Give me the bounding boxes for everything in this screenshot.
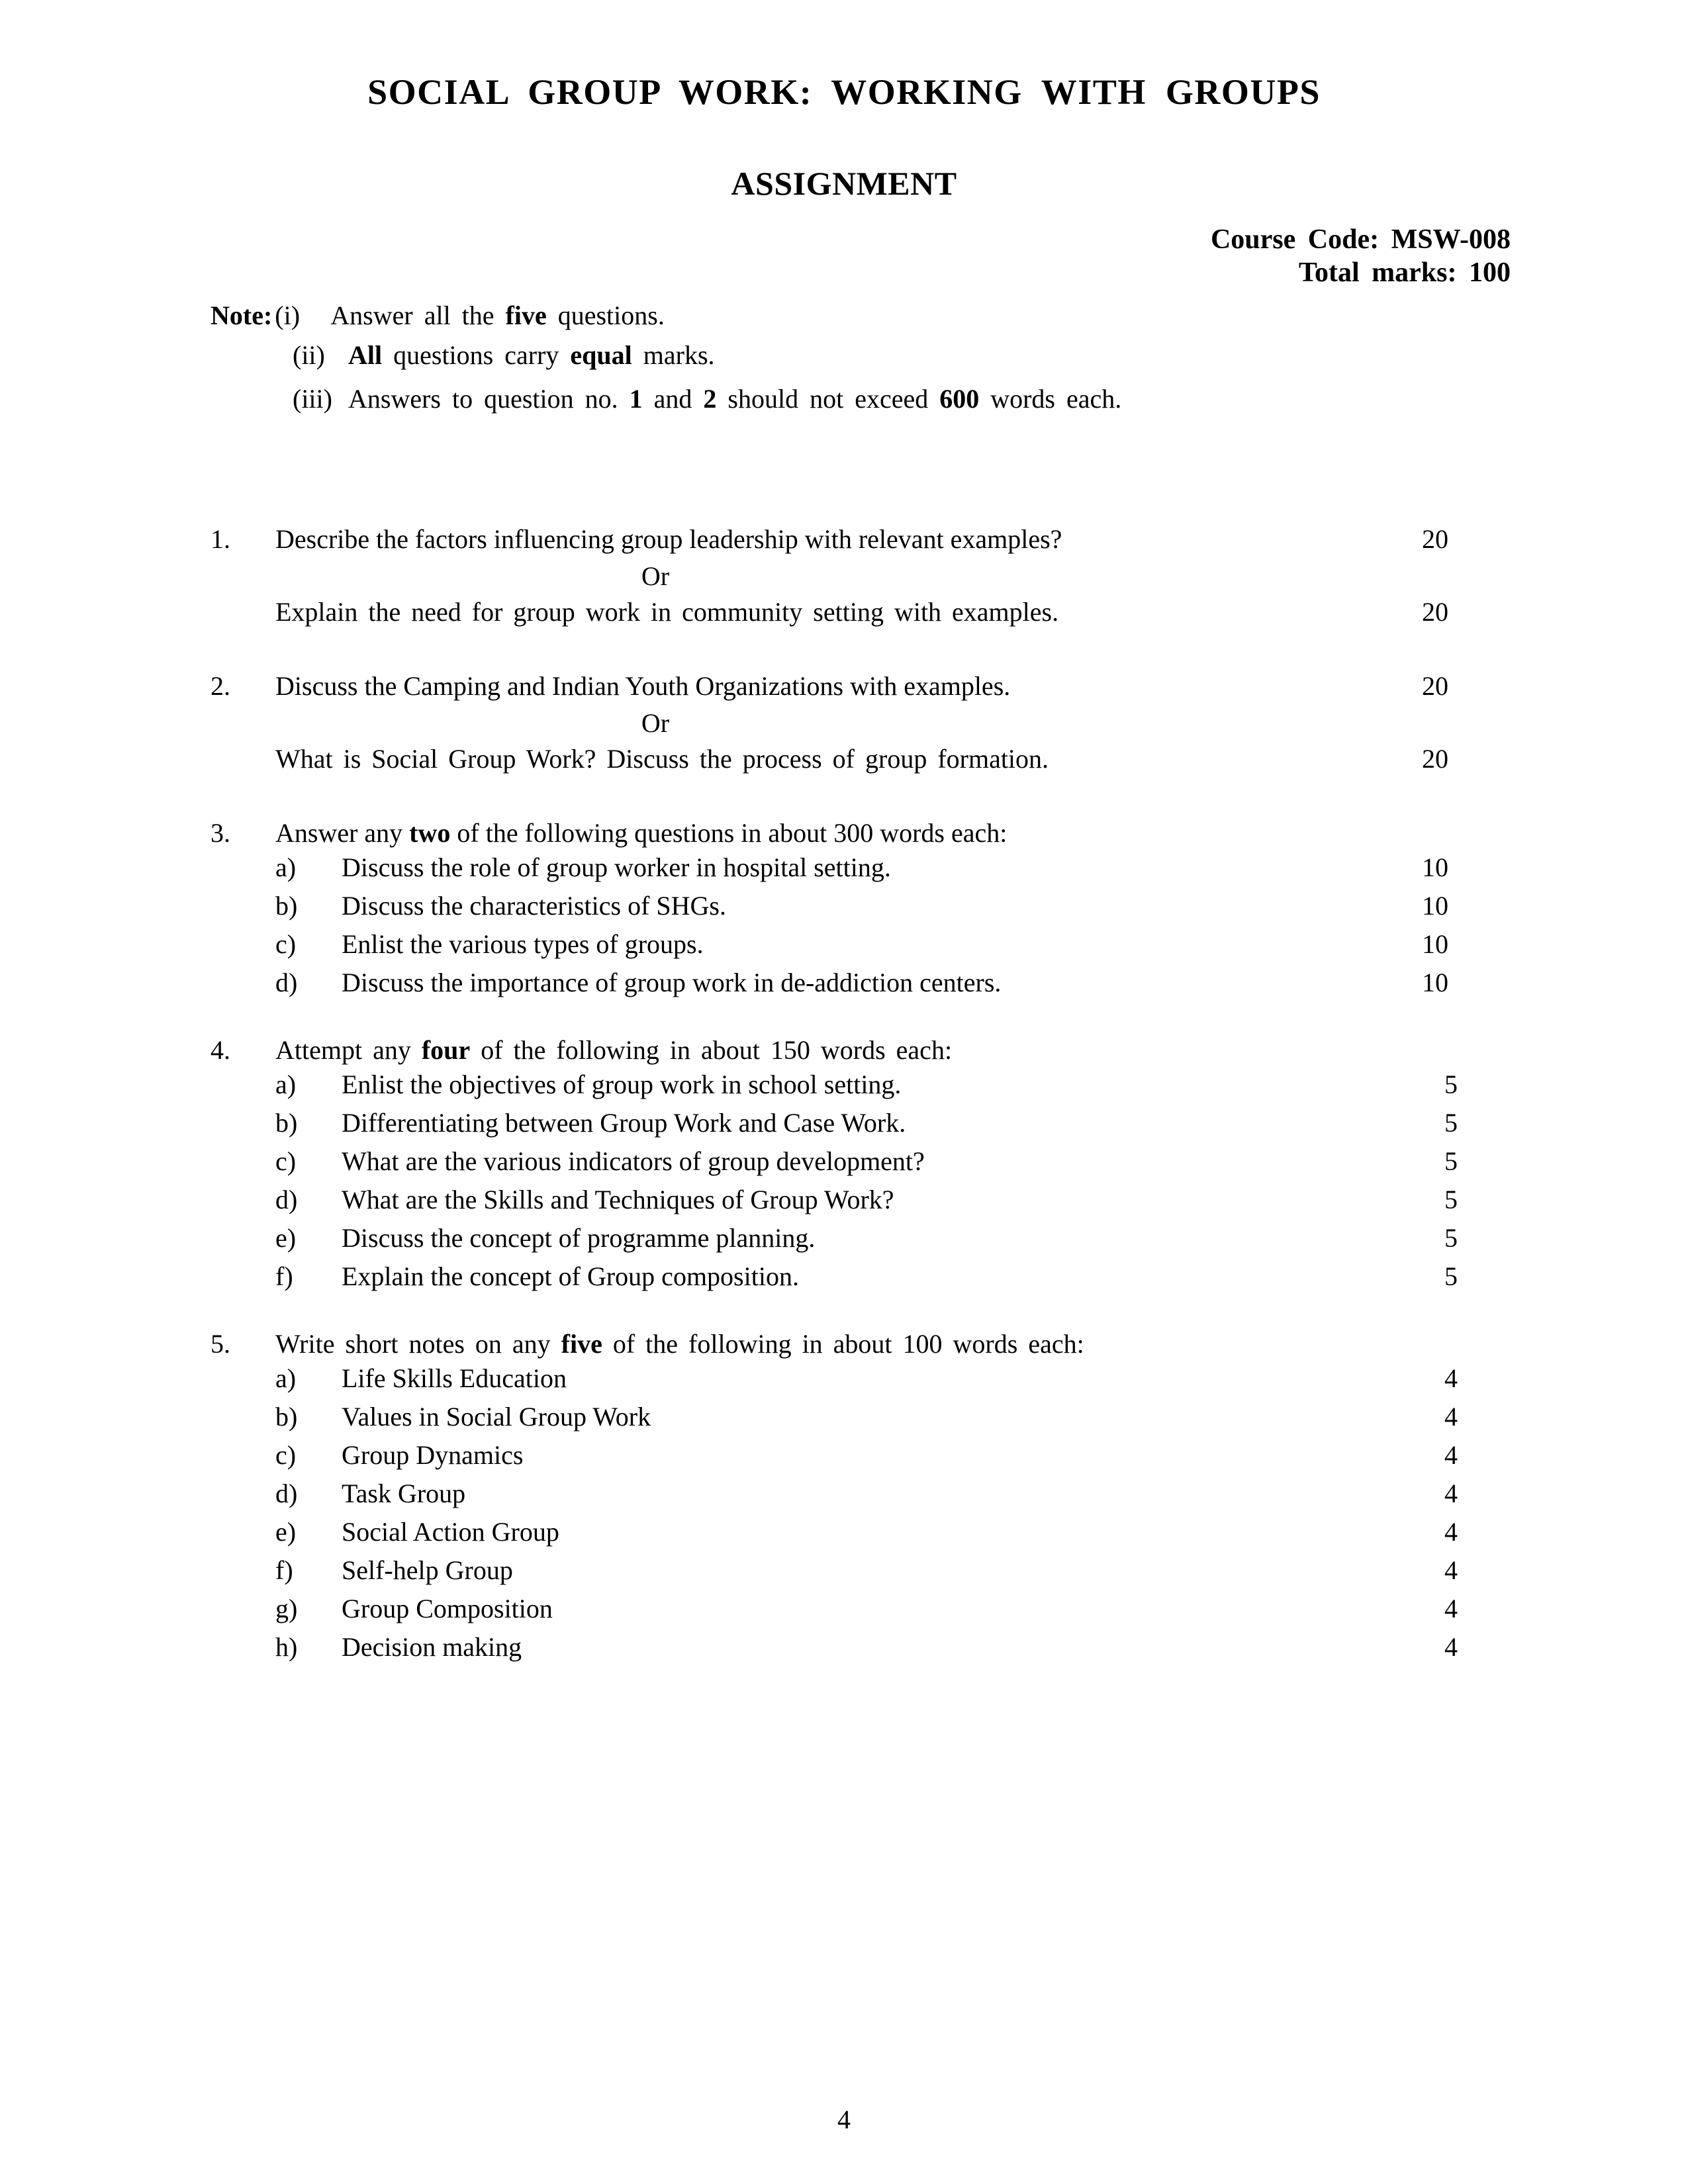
- question-3-sub-b-marks: 10: [1422, 891, 1448, 921]
- question-4-sub-c-text: What are the various indicators of group development?: [342, 1146, 925, 1176]
- question-5-sub-d-marks: 4: [1444, 1479, 1458, 1508]
- note-item-ii: [293, 342, 1495, 369]
- question-4-subitems: [211, 1071, 1495, 1290]
- question-3-sub-a-letter: a): [275, 852, 297, 882]
- list-item: [211, 893, 1495, 919]
- question-2-text: Discuss the Camping and Indian Youth Organizations with examples.: [275, 671, 1011, 701]
- page-number: 4: [837, 2105, 851, 2134]
- question-5-sub-e-text: Social Action Group: [342, 1517, 559, 1547]
- list-item: [211, 1480, 1495, 1507]
- question-4-sub-e-marks: 5: [1444, 1223, 1458, 1253]
- list-item: [211, 1263, 1495, 1290]
- question-3-sub-a-text: Discuss the role of group worker in hospital setting.: [342, 852, 891, 882]
- question-2-alt-text: What is Social Group Work? Discuss the process of group formation.: [275, 744, 1049, 774]
- question-3-sub-c-text: Enlist the various types of groups.: [342, 929, 704, 959]
- question-5-sub-g-text: Group Composition: [342, 1594, 553, 1623]
- question-4-sub-a-marks: 5: [1444, 1069, 1458, 1099]
- question-1-alt-marks: 20: [1422, 597, 1448, 627]
- spacer: [211, 1290, 1495, 1331]
- list-item: [211, 1148, 1495, 1175]
- question-1-marks: 20: [1422, 524, 1448, 554]
- note-number-iii: (iii): [293, 384, 332, 414]
- question-5-sub-g-letter: g): [275, 1594, 298, 1623]
- question-2: [211, 673, 1495, 772]
- question-3-sub-d-letter: d): [275, 968, 298, 997]
- question-4-sub-f-marks: 5: [1444, 1261, 1458, 1291]
- question-5-sub-f-letter: f): [275, 1555, 293, 1585]
- question-1-or-separator: Or: [641, 561, 670, 591]
- spacer: [211, 996, 1495, 1037]
- list-item: [211, 1187, 1495, 1213]
- question-3-sub-b-letter: b): [275, 891, 298, 921]
- question-2-number: 2.: [211, 671, 230, 701]
- note-text-iii: Answers to question no. 1 and 2 should not exceed 600 words each.: [348, 384, 1122, 414]
- question-5-sub-b-marks: 4: [1444, 1402, 1458, 1432]
- question-3-subitems: [211, 854, 1495, 996]
- question-1-alternate: [211, 599, 1495, 625]
- question-1-number: 1.: [211, 524, 230, 554]
- question-4-sub-e-text: Discuss the concept of programme planning.: [342, 1223, 816, 1253]
- question-3-sub-c-letter: c): [275, 929, 297, 959]
- question-5-sub-e-letter: e): [275, 1517, 297, 1547]
- list-item: [211, 1442, 1495, 1469]
- question-5-sub-c-marks: 4: [1444, 1440, 1458, 1470]
- question-5-number: 5.: [211, 1329, 230, 1359]
- question-4-sub-c-marks: 5: [1444, 1146, 1458, 1176]
- question-3-sub-d-marks: 10: [1422, 968, 1448, 997]
- question-1: [211, 526, 1495, 625]
- question-5-sub-e-marks: 4: [1444, 1517, 1458, 1547]
- question-5-sub-b-letter: b): [275, 1402, 298, 1432]
- questions-list: [211, 526, 1495, 1661]
- question-5-sub-g-marks: 4: [1444, 1594, 1458, 1623]
- question-4-sub-d-marks: 5: [1444, 1185, 1458, 1214]
- question-5-sub-c-text: Group Dynamics: [342, 1440, 524, 1470]
- note-item-iii: [293, 386, 1495, 412]
- question-4-sub-f-text: Explain the concept of Group composition.: [342, 1261, 799, 1291]
- question-5-sub-h-text: Decision making: [342, 1632, 522, 1662]
- list-item: [211, 1365, 1495, 1392]
- question-3-sub-a-marks: 10: [1422, 852, 1448, 882]
- note-text-i: Answer all the five questions.: [330, 300, 665, 330]
- list-item: [211, 970, 1495, 996]
- list-item: [211, 1634, 1495, 1661]
- spacer: [211, 625, 1495, 673]
- question-2-alternate: [211, 746, 1495, 772]
- question-5-sub-h-marks: 4: [1444, 1632, 1458, 1662]
- question-1-text: Describe the factors influencing group leadership with relevant examples?: [275, 524, 1062, 554]
- list-item: [211, 1071, 1495, 1098]
- question-4-number: 4.: [211, 1035, 230, 1065]
- question-4-sub-b-marks: 5: [1444, 1108, 1458, 1138]
- question-4-sub-f-letter: f): [275, 1261, 293, 1291]
- spacer: [211, 772, 1495, 820]
- course-metadata: [1211, 224, 1511, 289]
- list-item: [211, 1110, 1495, 1136]
- question-5-sub-d-text: Task Group: [342, 1479, 466, 1508]
- question-4-sub-a-text: Enlist the objectives of group work in school setting.: [342, 1069, 902, 1099]
- question-5-sub-f-text: Self-help Group: [342, 1555, 513, 1585]
- question-3-stem: [211, 820, 1495, 846]
- assignment-heading: ASSIGNMENT: [731, 165, 957, 202]
- course-code: Course Code: MSW-008: [1210, 224, 1511, 255]
- question-4-sub-a-letter: a): [275, 1069, 297, 1099]
- total-marks: Total marks: 100: [1298, 257, 1511, 288]
- note-number-i: (i): [275, 300, 301, 330]
- question-5-sub-d-letter: d): [275, 1479, 298, 1508]
- question-3: [211, 820, 1495, 996]
- question-4-sub-c-letter: c): [275, 1146, 297, 1176]
- question-3-sub-d-text: Discuss the importance of group work in de-addiction centers.: [342, 968, 1002, 997]
- question-3-sub-b-text: Discuss the characteristics of SHGs.: [342, 891, 726, 921]
- question-3-sub-c-marks: 10: [1422, 929, 1448, 959]
- question-4-sub-b-text: Differentiating between Group Work and Case Work.: [342, 1108, 906, 1138]
- list-item: [211, 854, 1495, 881]
- question-5-sub-a-letter: a): [275, 1363, 297, 1393]
- list-item: [211, 931, 1495, 958]
- question-5-sub-h-letter: h): [275, 1632, 298, 1662]
- question-5-sub-f-marks: 4: [1444, 1555, 1458, 1585]
- note-item-i: [211, 302, 1495, 329]
- list-item: [211, 1225, 1495, 1251]
- question-1-alt-text: Explain the need for group work in community setting with examples.: [275, 597, 1059, 627]
- question-2-primary: [211, 673, 1495, 700]
- note-text-ii: All questions carry equal marks.: [348, 340, 715, 370]
- list-item: [211, 1596, 1495, 1622]
- question-4: [211, 1037, 1495, 1290]
- question-5-subitems: [211, 1365, 1495, 1661]
- page-title: SOCIAL GROUP WORK: WORKING WITH GROUPS: [367, 72, 1321, 112]
- question-1-primary: [211, 526, 1495, 553]
- question-5-stem-text: Write short notes on any five of the following in about 100 words each:: [275, 1329, 1084, 1359]
- note-label: Note:: [211, 300, 273, 330]
- question-2-or-separator: Or: [641, 708, 670, 738]
- note-section: [211, 302, 1495, 412]
- question-3-number: 3.: [211, 818, 230, 848]
- list-item: [211, 1519, 1495, 1545]
- question-4-sub-d-text: What are the Skills and Techniques of Group Work?: [342, 1185, 894, 1214]
- question-5-sub-c-letter: c): [275, 1440, 297, 1470]
- question-2-alt-marks: 20: [1422, 744, 1448, 774]
- list-item: [211, 1557, 1495, 1584]
- question-4-stem-text: Attempt any four of the following in about 150 words each:: [275, 1035, 953, 1065]
- question-5-stem: [211, 1331, 1495, 1357]
- question-4-sub-b-letter: b): [275, 1108, 298, 1138]
- question-4-stem: [211, 1037, 1495, 1064]
- question-3-stem-text: Answer any two of the following questions in about 300 words each:: [275, 818, 1008, 848]
- list-item: [211, 1404, 1495, 1430]
- question-5-sub-b-text: Values in Social Group Work: [342, 1402, 651, 1432]
- question-5-sub-a-marks: 4: [1444, 1363, 1458, 1393]
- question-4-sub-d-letter: d): [275, 1185, 298, 1214]
- note-number-ii: (ii): [293, 340, 325, 370]
- question-5: [211, 1331, 1495, 1661]
- question-5-sub-a-text: Life Skills Education: [342, 1363, 567, 1393]
- question-2-marks: 20: [1422, 671, 1448, 701]
- question-4-sub-e-letter: e): [275, 1223, 297, 1253]
